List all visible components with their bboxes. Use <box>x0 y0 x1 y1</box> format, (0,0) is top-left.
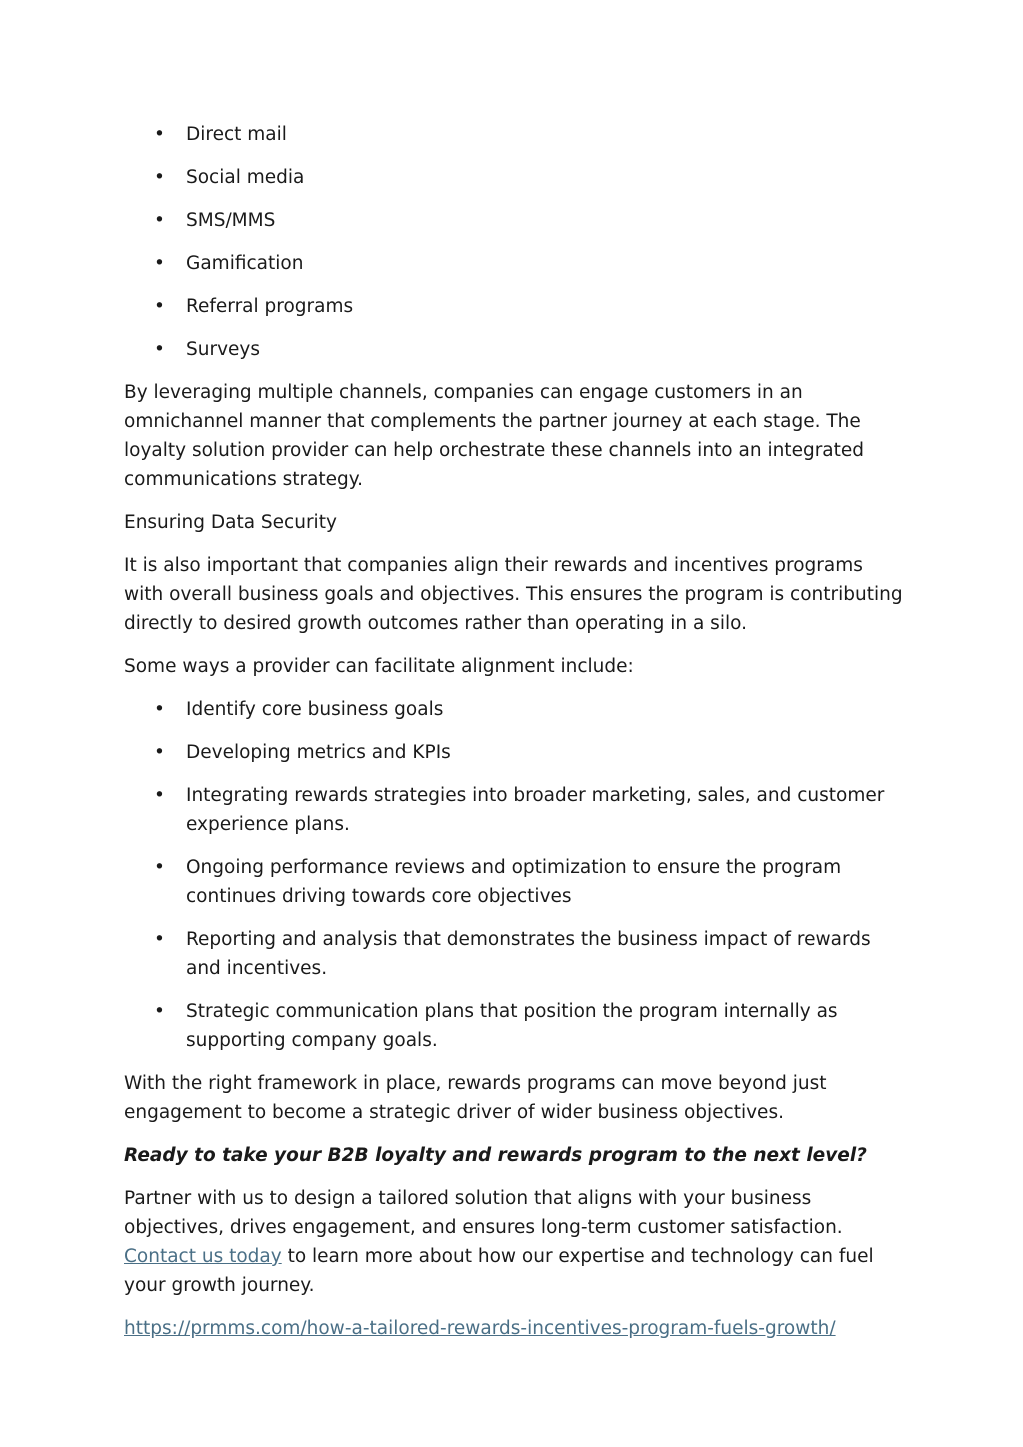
paragraph-framework: With the right framework in place, rewards programs can move beyond just engagement to become a strategic driver of wider business objectives. <box>124 1073 827 1123</box>
partner-text-after: to learn more about how our expertise and technology can fuel your growth journey. <box>124 1246 874 1296</box>
list-item: • Strategic communication plans that position the program internally as supporting company goals. <box>124 997 903 1055</box>
list-item: • Reporting and analysis that demonstrates the business impact of rewards and incentives. <box>124 925 903 983</box>
partner-text-before: Partner with us to design a tailored solution that aligns with your business objectives, drives engagement, and ensures long-term customer satisfaction. <box>124 1188 843 1238</box>
list-item: • Referral programs <box>124 292 903 321</box>
source-url-paragraph <box>124 1314 903 1343</box>
paragraph-omnichannel: By leveraging multiple channels, companies can engage customers in an omnichannel manner that complements the partner journey at each stage. The loyalty solution provider can help orchestrate these channels into an integrated communications strategy. <box>124 382 865 490</box>
source-url-link[interactable]: https://prmms.com/how-a-tailored-rewards-incentives-program-fuels-growth/ <box>124 1318 836 1339</box>
alignment-list <box>124 695 903 1055</box>
list-item: • Identify core business goals <box>124 695 903 724</box>
list-item: • SMS/MMS <box>124 206 903 235</box>
list-item: • Gamification <box>124 249 903 278</box>
list-item: • Direct mail <box>124 120 903 149</box>
list-item: • Social media <box>124 163 903 192</box>
list-item: • Developing metrics and KPIs <box>124 738 903 767</box>
section-heading-data-security: Ensuring Data Security <box>124 512 337 533</box>
list-item: • Integrating rewards strategies into broader marketing, sales, and customer experience plans. <box>124 781 903 839</box>
paragraph-partner <box>124 1184 903 1300</box>
contact-us-link[interactable]: Contact us today <box>124 1246 282 1267</box>
channels-list <box>124 120 903 364</box>
cta-heading: Ready to take your B2B loyalty and rewards program to the next level? <box>124 1145 867 1166</box>
list-item: • Ongoing performance reviews and optimization to ensure the program continues driving towards core objectives <box>124 853 903 911</box>
paragraph-ways: Some ways a provider can facilitate alignment include: <box>124 656 634 677</box>
paragraph-alignment: It is also important that companies align their rewards and incentives programs with overall business goals and objectives. This ensures the program is contributing directly to desired growth outcomes rather than operating in a silo. <box>124 555 903 634</box>
list-item: • Surveys <box>124 335 903 364</box>
